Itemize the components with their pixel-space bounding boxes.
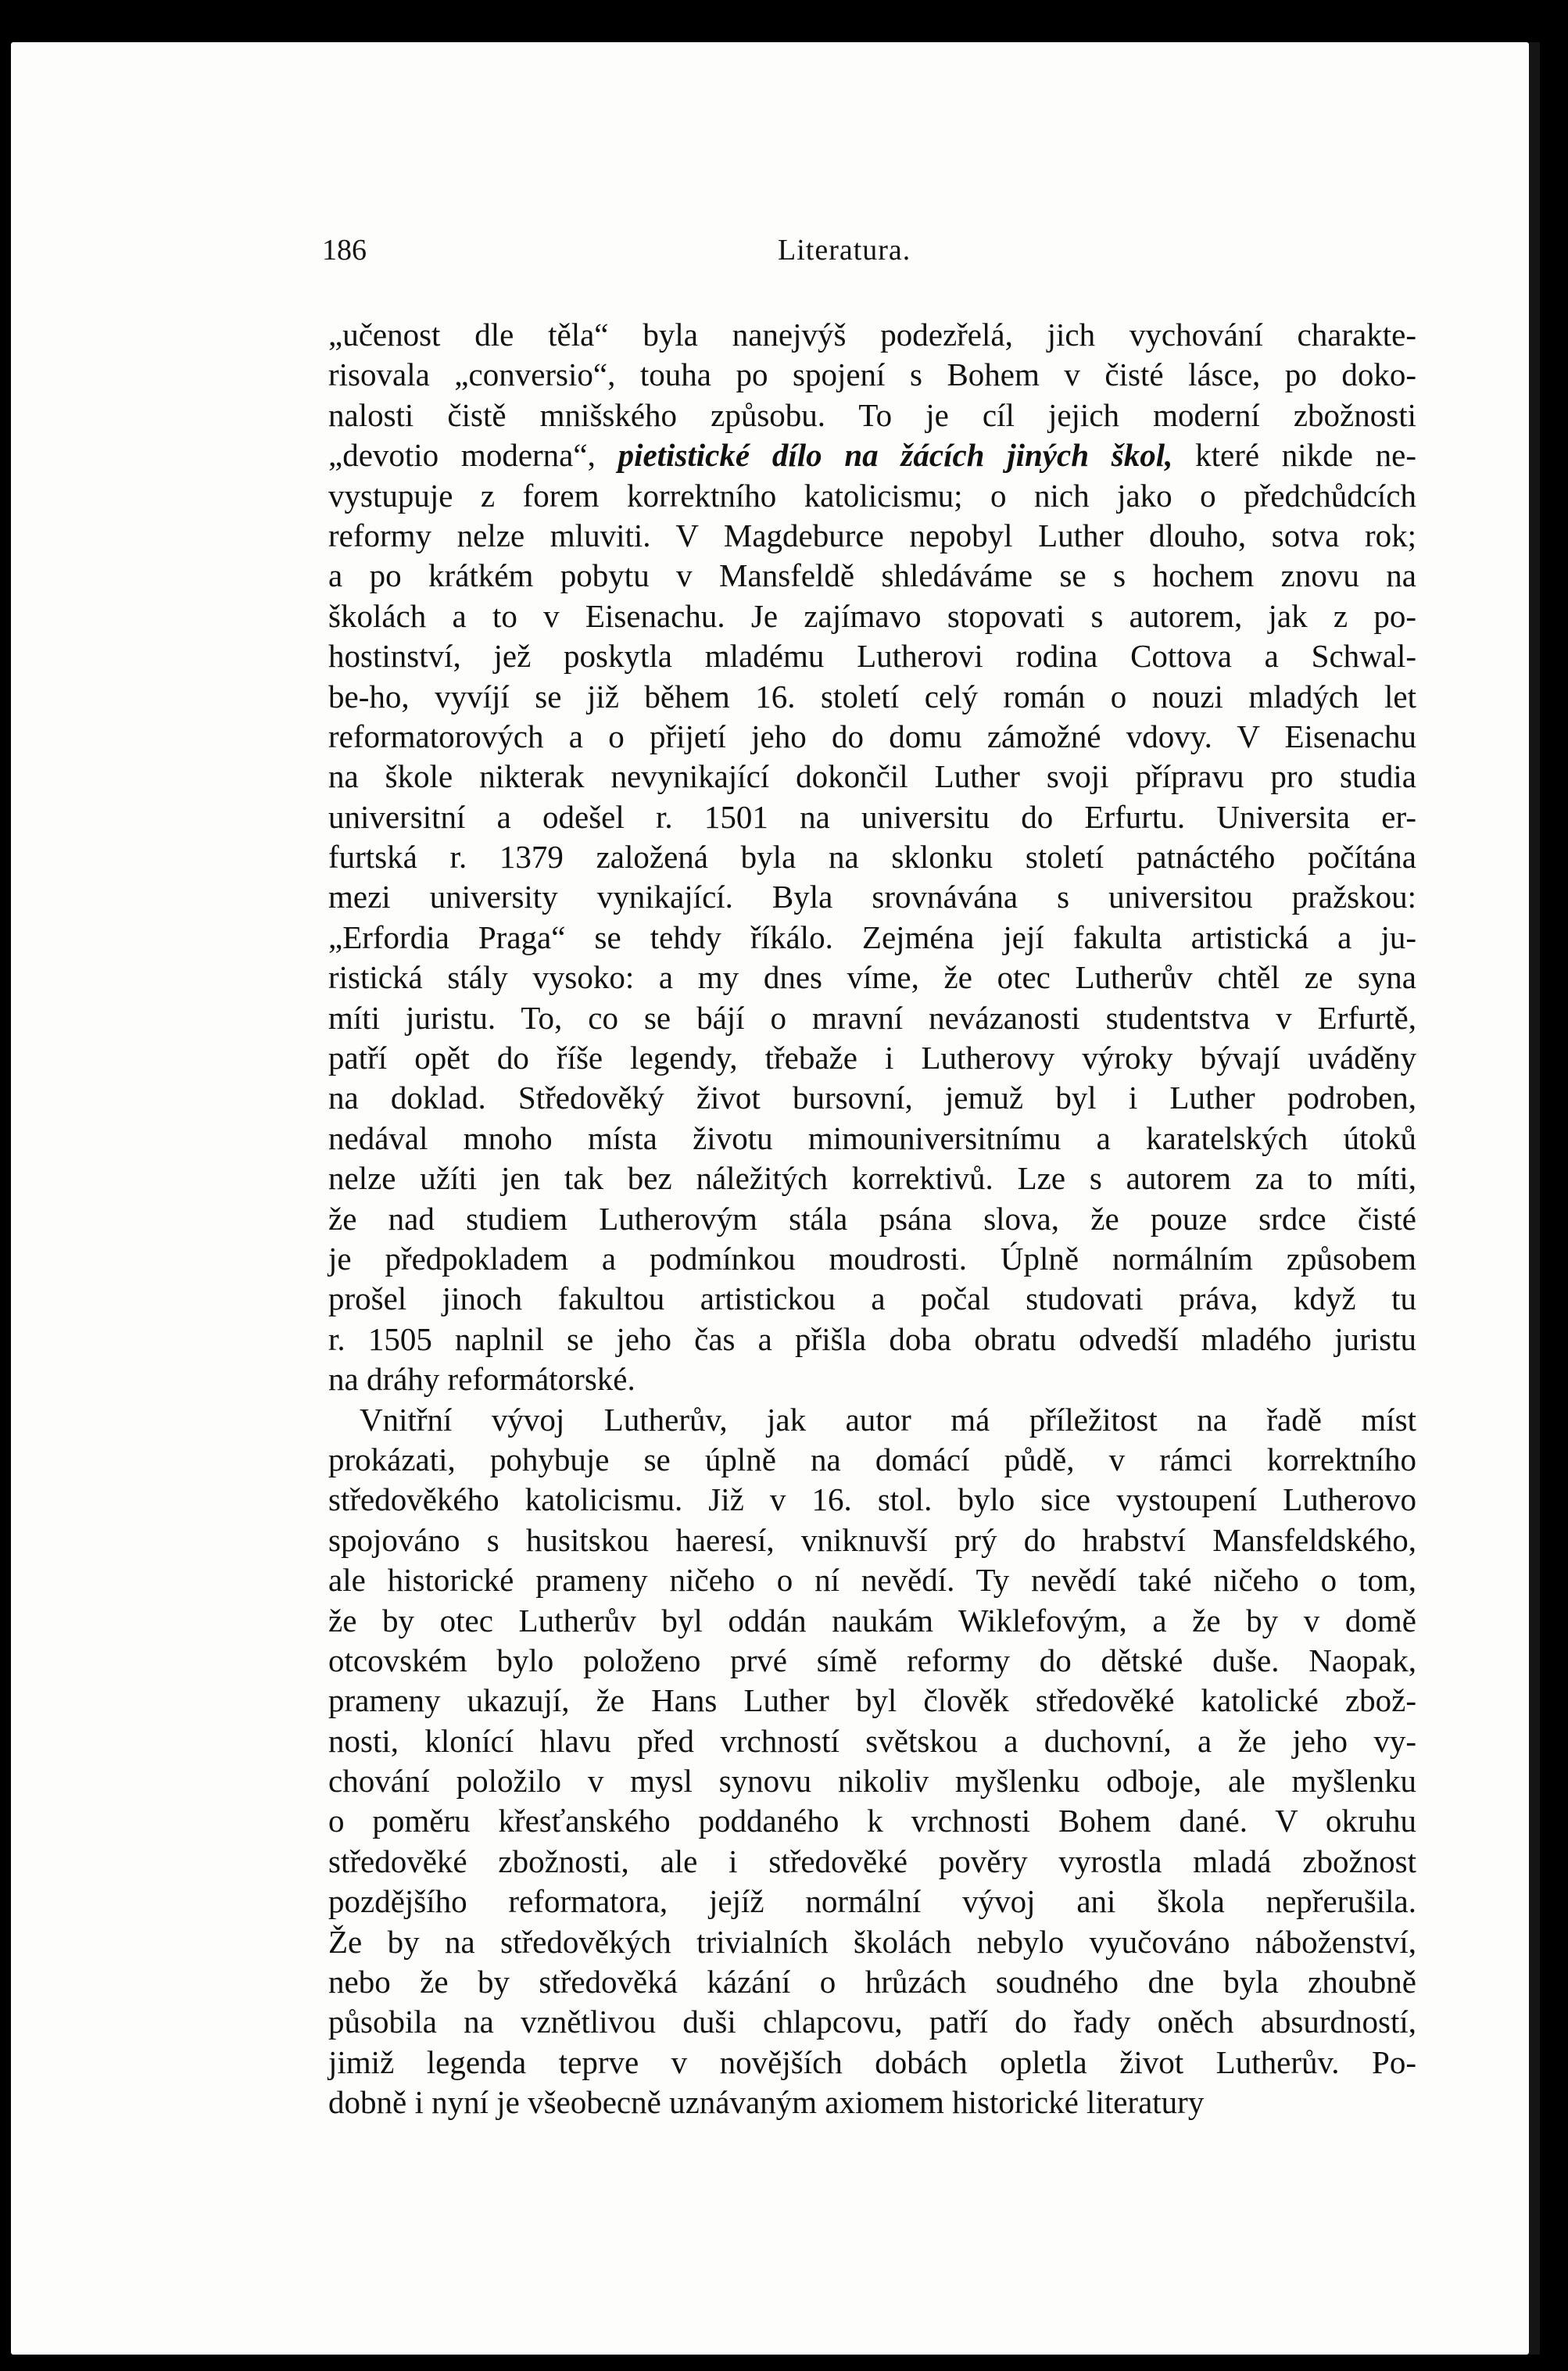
text-run: spojováno s husitskou haeresí, vniknuvší prý do hrabství Mansfeldského,	[328, 1521, 1416, 1558]
italic-text-run: pietistické dílo na žácích jiných škol,	[618, 437, 1173, 474]
text-run: nelze užíti jen tak bez náležitých korrektivů. Lze s autorem za to míti,	[328, 1160, 1416, 1197]
text-run: Vnitřní vývoj Lutherův, jak autor má příležitost na řadě míst	[360, 1401, 1416, 1438]
text-line	[328, 1922, 1416, 1962]
text-run: chování položilo v mysl synovu nikoliv myšlenku odboje, ale myšlenku	[328, 1763, 1416, 1800]
text-line	[328, 757, 1416, 797]
text-line	[328, 1480, 1416, 1520]
text-run: na dráhy reformátorské.	[328, 1361, 635, 1398]
running-head: Literatura.	[778, 234, 911, 267]
text-line	[328, 2002, 1416, 2042]
text-run: nosti, klonící hlavu před vrchností světskou a duchovní, a že jeho vy-	[328, 1722, 1416, 1759]
text-run: pozdějšího reformatora, jejíž normální vývoj ani škola nepřerušila.	[328, 1883, 1416, 1920]
paragraph	[328, 315, 1416, 1400]
text-run: prameny ukazují, že Hans Luther byl člověk středověké katolické zbož-	[328, 1682, 1416, 1719]
text-line	[328, 1801, 1416, 1841]
text-run: které nikde ne-	[1172, 437, 1416, 474]
text-line	[328, 998, 1416, 1038]
page-edge-shadow	[1529, 42, 1540, 2355]
text-line	[328, 677, 1416, 717]
text-line	[328, 1239, 1416, 1279]
text-run: a po krátkém pobytu v Mansfeldě shledáváme se s hochem znovu na	[328, 557, 1416, 594]
text-run: že by otec Lutherův byl oddán naukám Wiklefovým, a že by v domě	[328, 1602, 1416, 1639]
paragraph	[328, 1400, 1416, 2123]
text-run: „Erfordia Praga“ se tehdy říkálo. Zejména její fakulta artistická a ju-	[328, 919, 1416, 955]
text-line	[328, 1199, 1416, 1239]
text-line	[328, 556, 1416, 596]
text-run: nedával mnoho místa životu mimouniversitnímu a karatelských útoků	[328, 1119, 1416, 1156]
text-run: že nad studiem Lutherovým stála psána slova, že pouze srdce čisté	[328, 1200, 1416, 1237]
text-line	[328, 2083, 1416, 2122]
text-line	[328, 1400, 1416, 1440]
text-run: hostinství, jež poskytla mladému Lutherovi rodina Cottova a Schwal-	[328, 638, 1416, 675]
text-run: prošel jinoch fakultou artistickou a počal studovati práva, když tu	[328, 1280, 1416, 1317]
text-line	[328, 1038, 1416, 1078]
page-number: 186	[322, 234, 367, 267]
text-run: míti juristu. To, co se bájí o mravní nevázanosti studentstva v Erfurtě,	[328, 999, 1416, 1036]
text-line	[328, 1560, 1416, 1600]
text-run: r. 1505 naplnil se jeho čas a přišla doba obratu odvedší mladého juristu	[328, 1320, 1416, 1357]
text-line	[328, 1761, 1416, 1801]
text-run: středověkého katolicismu. Již v 16. stol. bylo sice vystoupení Lutherovo	[328, 1481, 1416, 1518]
text-run: furtská r. 1379 založená byla na sklonku století patnáctého počítána	[328, 839, 1416, 876]
text-line	[328, 1159, 1416, 1198]
text-line	[328, 1882, 1416, 1922]
text-run: otcovském bylo položeno prvé símě reformy do dětské duše. Naopak,	[328, 1642, 1416, 1678]
text-line	[328, 1681, 1416, 1721]
text-line	[328, 476, 1416, 516]
text-run: na doklad. Středověký život bursovní, jemuž byl i Luther podroben,	[328, 1080, 1416, 1116]
text-line	[328, 1440, 1416, 1480]
text-line	[328, 877, 1416, 917]
text-run: školách a to v Eisenachu. Je zajímavo stopovati s autorem, jak z po-	[328, 597, 1416, 634]
text-run: nalosti čistě mnišského způsobu. To je cíl jejich moderní zbožnosti	[328, 396, 1416, 433]
text-line	[328, 918, 1416, 958]
text-line	[328, 315, 1416, 355]
text-line	[328, 516, 1416, 556]
text-run: na škole nikterak nevynikající dokončil Luther svoji přípravu pro studia	[328, 758, 1416, 795]
text-line	[328, 797, 1416, 837]
text-run: risovala „conversio“, touha po spojení s Bohem v čisté lásce, po doko-	[328, 356, 1416, 393]
text-line	[328, 636, 1416, 676]
text-run: prokázati, pohybuje se úplně na domácí půdě, v rámci korrektního	[328, 1441, 1416, 1477]
text-line	[328, 435, 1416, 475]
text-line	[328, 837, 1416, 877]
text-run: be-ho, vyvíjí se již během 16. století celý román o nouzi mladých let	[328, 678, 1416, 715]
text-run: dobně i nyní je všeobecně uznávaným axiomem historické literatury	[328, 2084, 1205, 2121]
text-line	[328, 1359, 1416, 1399]
text-run: vystupuje z forem korrektního katolicismu; o nich jako o předchůdcích	[328, 477, 1416, 514]
text-line	[328, 396, 1416, 435]
text-line	[328, 1842, 1416, 1882]
text-run: reformy nelze mluviti. V Magdeburce nepobyl Luther dlouho, sotva rok;	[328, 517, 1416, 553]
text-run: ristická stály vysoko: a my dnes víme, že otec Lutherův chtěl ze syna	[328, 959, 1416, 996]
text-run: mezi university vynikající. Byla srovnávána s universitou pražskou:	[328, 879, 1416, 915]
text-run: universitní a odešel r. 1501 na universitu do Erfurtu. Universita er-	[328, 798, 1416, 835]
text-line	[328, 1721, 1416, 1761]
text-run: nebo že by středověká kázání o hrůzách soudného dne byla zhoubně	[328, 1964, 1416, 2000]
text-run: působila na vznětlivou duši chlapcovu, patří do řady oněch absurdností,	[328, 2004, 1416, 2040]
text-line	[328, 1962, 1416, 2002]
text-run: středověké zbožnosti, ale i středověké pověry vyrostla mladá zbožnost	[328, 1843, 1416, 1879]
text-line	[328, 1279, 1416, 1319]
text-line	[328, 1078, 1416, 1118]
text-line	[328, 1641, 1416, 1681]
text-run: „devotio moderna“,	[328, 437, 618, 474]
body-text	[328, 315, 1416, 2123]
text-run: „učenost dle těla“ byla nanejvýš podezřelá, jich vychování charakte-	[328, 317, 1416, 353]
text-line	[328, 1520, 1416, 1560]
text-line	[328, 958, 1416, 997]
text-run: je předpokladem a podmínkou moudrosti. Úplně normálním způsobem	[328, 1240, 1416, 1277]
text-run: reformatorových a o přijetí jeho do domu zámožné vdovy. V Eisenachu	[328, 718, 1416, 754]
text-run: o poměru křesťanského poddaného k vrchnosti Bohem dané. V okruhu	[328, 1803, 1416, 1839]
text-run: patří opět do říše legendy, třebaže i Lutherovy výroky bývají uváděny	[328, 1040, 1416, 1076]
text-line	[328, 1601, 1416, 1641]
text-line	[328, 355, 1416, 395]
text-line	[328, 1320, 1416, 1359]
text-run: jimiž legenda teprve v novějších dobách opletla život Lutherův. Po-	[328, 2043, 1416, 2080]
text-run: Že by na středověkých trivialních školách nebylo vyučováno náboženství,	[328, 1923, 1416, 1960]
text-line	[328, 1119, 1416, 1159]
page-header	[322, 233, 1416, 280]
text-line	[328, 596, 1416, 636]
text-line	[328, 717, 1416, 757]
text-run: ale historické prameny ničeho o ní nevědí. Ty nevědí také ničeho o tom,	[328, 1562, 1416, 1599]
text-line	[328, 2043, 1416, 2083]
